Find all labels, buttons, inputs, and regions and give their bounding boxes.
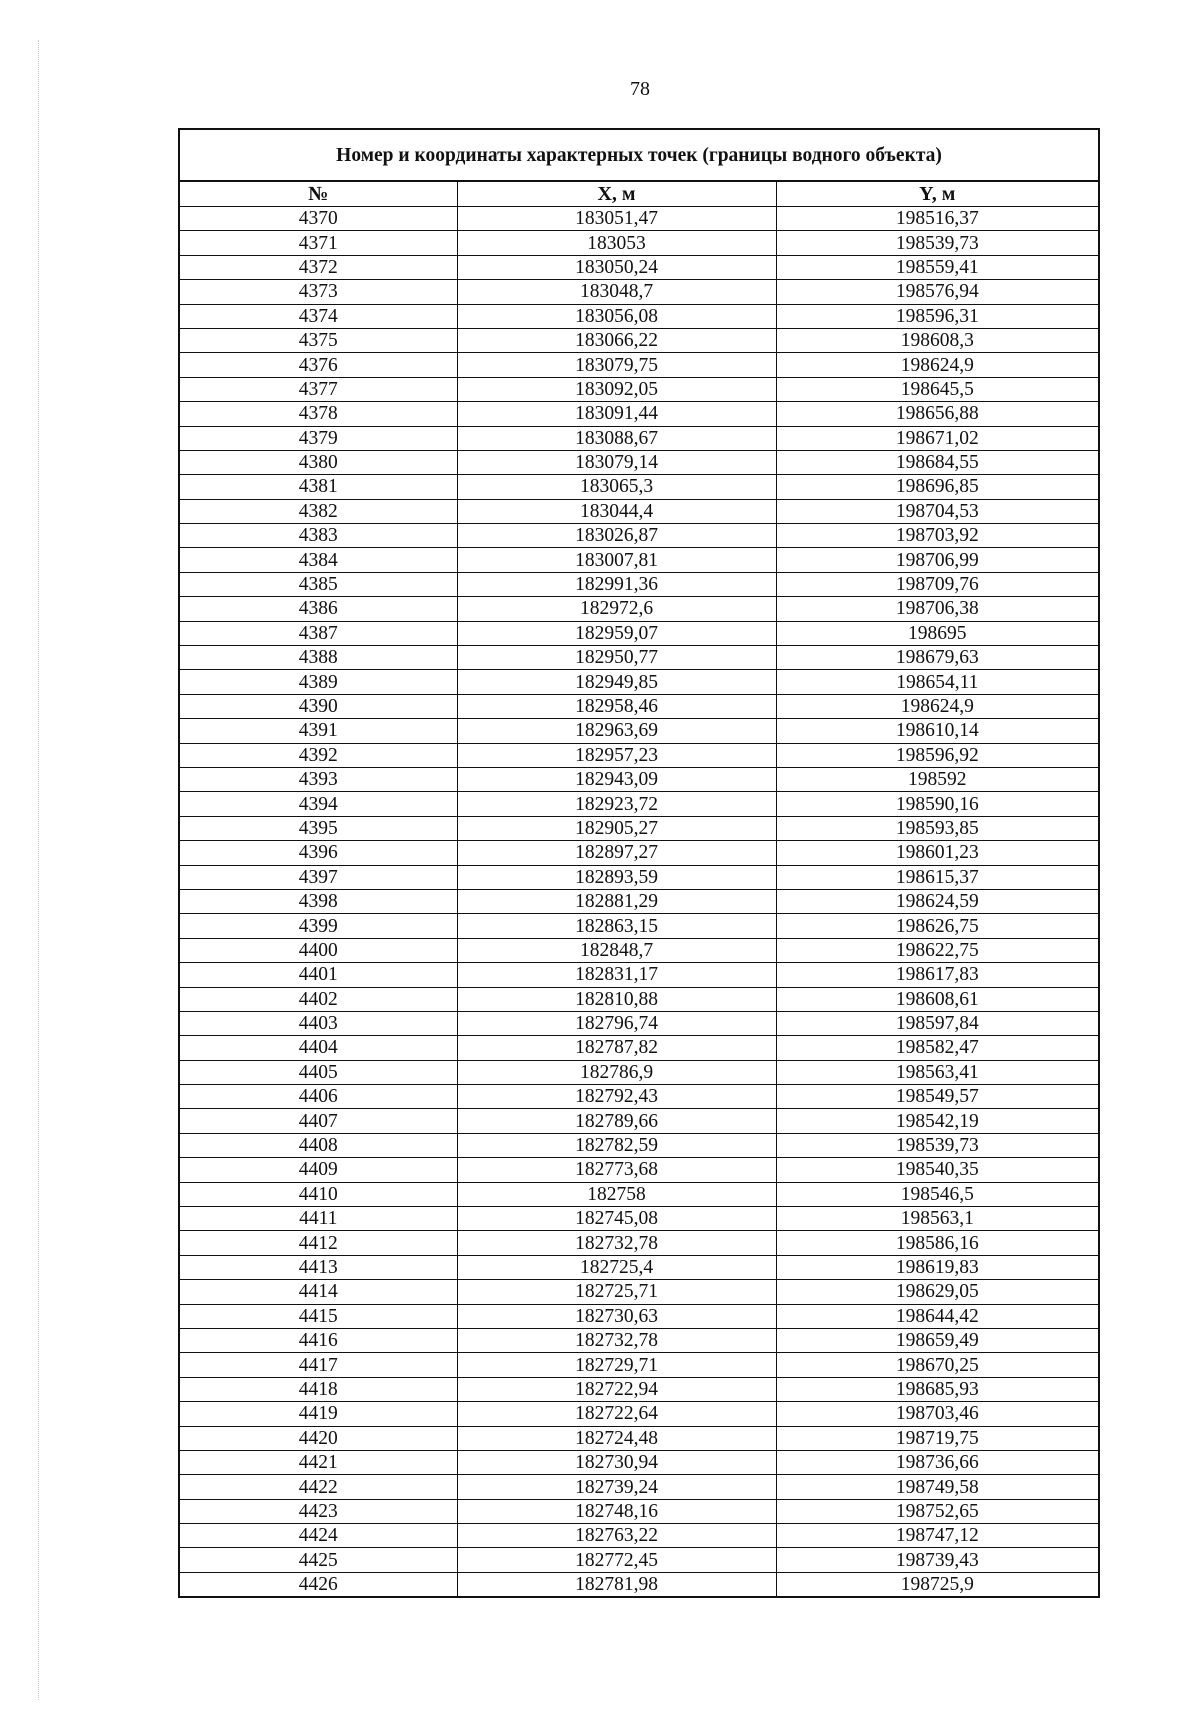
cell-x-coordinate: 182725,4	[457, 1255, 776, 1279]
cell-x-coordinate: 183079,75	[457, 353, 776, 377]
table-caption-row	[179, 129, 1099, 181]
cell-point-number: 4420	[179, 1426, 457, 1450]
cell-x-coordinate: 183053	[457, 231, 776, 255]
cell-y-coordinate: 198586,16	[776, 1231, 1099, 1255]
table-row	[179, 597, 1099, 621]
table-row	[179, 1255, 1099, 1279]
cell-y-coordinate: 198624,9	[776, 694, 1099, 718]
cell-x-coordinate: 183066,22	[457, 328, 776, 352]
cell-point-number: 4410	[179, 1182, 457, 1206]
cell-point-number: 4422	[179, 1475, 457, 1499]
cell-y-coordinate: 198695	[776, 621, 1099, 645]
cell-y-coordinate: 198629,05	[776, 1280, 1099, 1304]
cell-y-coordinate: 198559,41	[776, 255, 1099, 279]
cell-x-coordinate: 182792,43	[457, 1085, 776, 1109]
cell-point-number: 4397	[179, 865, 457, 889]
cell-y-coordinate: 198516,37	[776, 207, 1099, 231]
cell-point-number: 4395	[179, 816, 457, 840]
cell-point-number: 4393	[179, 767, 457, 791]
cell-y-coordinate: 198615,37	[776, 865, 1099, 889]
cell-point-number: 4407	[179, 1109, 457, 1133]
cell-y-coordinate: 198706,99	[776, 548, 1099, 572]
table-row	[179, 255, 1099, 279]
table-row	[179, 1304, 1099, 1328]
cell-y-coordinate: 198749,58	[776, 1475, 1099, 1499]
cell-x-coordinate: 182758	[457, 1182, 776, 1206]
cell-y-coordinate: 198596,92	[776, 743, 1099, 767]
cell-point-number: 4400	[179, 938, 457, 962]
cell-x-coordinate: 182897,27	[457, 841, 776, 865]
cell-y-coordinate: 198696,85	[776, 475, 1099, 499]
table-row	[179, 1182, 1099, 1206]
cell-y-coordinate: 198563,1	[776, 1207, 1099, 1231]
cell-y-coordinate: 198582,47	[776, 1036, 1099, 1060]
cell-x-coordinate: 182905,27	[457, 816, 776, 840]
cell-point-number: 4411	[179, 1207, 457, 1231]
table-row	[179, 1402, 1099, 1426]
column-header-y: Y, м	[776, 181, 1099, 207]
table-row	[179, 231, 1099, 255]
cell-point-number: 4389	[179, 670, 457, 694]
table-row	[179, 743, 1099, 767]
table-row	[179, 402, 1099, 426]
cell-point-number: 4417	[179, 1353, 457, 1377]
cell-x-coordinate: 182732,78	[457, 1231, 776, 1255]
cell-x-coordinate: 183007,81	[457, 548, 776, 572]
cell-point-number: 4375	[179, 328, 457, 352]
cell-x-coordinate: 182730,63	[457, 1304, 776, 1328]
cell-point-number: 4419	[179, 1402, 457, 1426]
cell-x-coordinate: 182863,15	[457, 914, 776, 938]
cell-x-coordinate: 182949,85	[457, 670, 776, 694]
cell-y-coordinate: 198546,5	[776, 1182, 1099, 1206]
cell-y-coordinate: 198619,83	[776, 1255, 1099, 1279]
cell-point-number: 4370	[179, 207, 457, 231]
table-row	[179, 499, 1099, 523]
cell-point-number: 4390	[179, 694, 457, 718]
cell-x-coordinate: 182848,7	[457, 938, 776, 962]
cell-x-coordinate: 182729,71	[457, 1353, 776, 1377]
cell-point-number: 4413	[179, 1255, 457, 1279]
cell-point-number: 4416	[179, 1328, 457, 1352]
table-row	[179, 524, 1099, 548]
cell-x-coordinate: 182725,71	[457, 1280, 776, 1304]
table-row	[179, 767, 1099, 791]
table-row	[179, 1426, 1099, 1450]
cell-y-coordinate: 198709,76	[776, 572, 1099, 596]
cell-y-coordinate: 198719,75	[776, 1426, 1099, 1450]
table-row	[179, 328, 1099, 352]
cell-point-number: 4401	[179, 963, 457, 987]
cell-y-coordinate: 198703,92	[776, 524, 1099, 548]
cell-point-number: 4412	[179, 1231, 457, 1255]
cell-point-number: 4394	[179, 792, 457, 816]
cell-x-coordinate: 182923,72	[457, 792, 776, 816]
cell-y-coordinate: 198739,43	[776, 1548, 1099, 1572]
cell-x-coordinate: 183056,08	[457, 304, 776, 328]
table-row	[179, 1524, 1099, 1548]
table-row	[179, 1572, 1099, 1597]
cell-point-number: 4373	[179, 280, 457, 304]
cell-point-number: 4374	[179, 304, 457, 328]
cell-y-coordinate: 198608,3	[776, 328, 1099, 352]
cell-point-number: 4384	[179, 548, 457, 572]
table-row	[179, 694, 1099, 718]
cell-y-coordinate: 198596,31	[776, 304, 1099, 328]
table-row	[179, 670, 1099, 694]
cell-y-coordinate: 198654,11	[776, 670, 1099, 694]
cell-y-coordinate: 198597,84	[776, 1011, 1099, 1035]
cell-y-coordinate: 198670,25	[776, 1353, 1099, 1377]
table-row	[179, 621, 1099, 645]
cell-x-coordinate: 183051,47	[457, 207, 776, 231]
cell-y-coordinate: 198704,53	[776, 499, 1099, 523]
cell-y-coordinate: 198645,5	[776, 377, 1099, 401]
table-row	[179, 987, 1099, 1011]
table-row	[179, 1548, 1099, 1572]
cell-x-coordinate: 183026,87	[457, 524, 776, 548]
cell-x-coordinate: 182772,45	[457, 1548, 776, 1572]
table-row	[179, 280, 1099, 304]
cell-point-number: 4406	[179, 1085, 457, 1109]
table-row	[179, 816, 1099, 840]
cell-point-number: 4380	[179, 450, 457, 474]
table-row	[179, 1109, 1099, 1133]
column-header-x: X, м	[457, 181, 776, 207]
cell-x-coordinate: 182722,64	[457, 1402, 776, 1426]
cell-y-coordinate: 198679,63	[776, 646, 1099, 670]
table-row	[179, 914, 1099, 938]
column-header-number: №	[179, 181, 457, 207]
table-row	[179, 963, 1099, 987]
table-row	[179, 1011, 1099, 1035]
cell-y-coordinate: 198539,73	[776, 231, 1099, 255]
cell-x-coordinate: 183088,67	[457, 426, 776, 450]
cell-x-coordinate: 183048,7	[457, 280, 776, 304]
cell-point-number: 4425	[179, 1548, 457, 1572]
table-row	[179, 1475, 1099, 1499]
cell-x-coordinate: 182722,94	[457, 1377, 776, 1401]
cell-point-number: 4418	[179, 1377, 457, 1401]
table-body	[179, 207, 1099, 1598]
cell-point-number: 4415	[179, 1304, 457, 1328]
cell-point-number: 4408	[179, 1133, 457, 1157]
cell-y-coordinate: 198540,35	[776, 1158, 1099, 1182]
table-row	[179, 841, 1099, 865]
cell-point-number: 4423	[179, 1499, 457, 1523]
cell-point-number: 4424	[179, 1524, 457, 1548]
table-row	[179, 1085, 1099, 1109]
cell-x-coordinate: 182787,82	[457, 1036, 776, 1060]
cell-point-number: 4386	[179, 597, 457, 621]
table-row	[179, 377, 1099, 401]
table-header-row	[179, 181, 1099, 207]
page-number: 78	[630, 78, 650, 100]
table-row	[179, 1158, 1099, 1182]
cell-point-number: 4402	[179, 987, 457, 1011]
cell-x-coordinate: 182943,09	[457, 767, 776, 791]
cell-point-number: 4391	[179, 719, 457, 743]
cell-y-coordinate: 198593,85	[776, 816, 1099, 840]
cell-point-number: 4403	[179, 1011, 457, 1035]
cell-y-coordinate: 198539,73	[776, 1133, 1099, 1157]
cell-point-number: 4414	[179, 1280, 457, 1304]
cell-x-coordinate: 182739,24	[457, 1475, 776, 1499]
cell-y-coordinate: 198590,16	[776, 792, 1099, 816]
cell-x-coordinate: 182893,59	[457, 865, 776, 889]
table-row	[179, 1231, 1099, 1255]
cell-y-coordinate: 198656,88	[776, 402, 1099, 426]
cell-y-coordinate: 198563,41	[776, 1060, 1099, 1084]
cell-x-coordinate: 182958,46	[457, 694, 776, 718]
cell-point-number: 4396	[179, 841, 457, 865]
cell-x-coordinate: 182732,78	[457, 1328, 776, 1352]
table-row	[179, 450, 1099, 474]
cell-point-number: 4404	[179, 1036, 457, 1060]
cell-point-number: 4381	[179, 475, 457, 499]
table-row	[179, 475, 1099, 499]
table-row	[179, 1450, 1099, 1474]
cell-x-coordinate: 182963,69	[457, 719, 776, 743]
cell-point-number: 4392	[179, 743, 457, 767]
cell-point-number: 4376	[179, 353, 457, 377]
table-row	[179, 1133, 1099, 1157]
cell-point-number: 4405	[179, 1060, 457, 1084]
table-row	[179, 426, 1099, 450]
cell-y-coordinate: 198617,83	[776, 963, 1099, 987]
table-row	[179, 646, 1099, 670]
table-row	[179, 1060, 1099, 1084]
cell-point-number: 4426	[179, 1572, 457, 1597]
cell-x-coordinate: 182763,22	[457, 1524, 776, 1548]
cell-x-coordinate: 182831,17	[457, 963, 776, 987]
table-row	[179, 1328, 1099, 1352]
cell-y-coordinate: 198592	[776, 767, 1099, 791]
cell-x-coordinate: 182950,77	[457, 646, 776, 670]
cell-point-number: 4379	[179, 426, 457, 450]
cell-point-number: 4398	[179, 889, 457, 913]
table-row	[179, 353, 1099, 377]
scan-edge-mark	[38, 40, 39, 1700]
cell-x-coordinate: 183092,05	[457, 377, 776, 401]
coordinates-table	[178, 128, 1100, 1598]
cell-y-coordinate: 198624,59	[776, 889, 1099, 913]
cell-point-number: 4421	[179, 1450, 457, 1474]
cell-y-coordinate: 198549,57	[776, 1085, 1099, 1109]
cell-x-coordinate: 182745,08	[457, 1207, 776, 1231]
cell-x-coordinate: 182786,9	[457, 1060, 776, 1084]
table-row	[179, 938, 1099, 962]
cell-y-coordinate: 198622,75	[776, 938, 1099, 962]
table-row	[179, 207, 1099, 231]
table-row	[179, 865, 1099, 889]
cell-x-coordinate: 182730,94	[457, 1450, 776, 1474]
cell-x-coordinate: 183044,4	[457, 499, 776, 523]
cell-point-number: 4383	[179, 524, 457, 548]
table-row	[179, 889, 1099, 913]
cell-x-coordinate: 183065,3	[457, 475, 776, 499]
cell-y-coordinate: 198626,75	[776, 914, 1099, 938]
cell-x-coordinate: 182748,16	[457, 1499, 776, 1523]
table-caption: Номер и координаты характерных точек (границы водного объекта)	[179, 129, 1099, 181]
cell-y-coordinate: 198576,94	[776, 280, 1099, 304]
cell-point-number: 4388	[179, 646, 457, 670]
cell-y-coordinate: 198684,55	[776, 450, 1099, 474]
cell-y-coordinate: 198706,38	[776, 597, 1099, 621]
cell-x-coordinate: 183079,14	[457, 450, 776, 474]
cell-y-coordinate: 198542,19	[776, 1109, 1099, 1133]
table-row	[179, 1207, 1099, 1231]
cell-x-coordinate: 183050,24	[457, 255, 776, 279]
cell-x-coordinate: 182810,88	[457, 987, 776, 1011]
cell-point-number: 4382	[179, 499, 457, 523]
cell-y-coordinate: 198752,65	[776, 1499, 1099, 1523]
cell-point-number: 4372	[179, 255, 457, 279]
cell-y-coordinate: 198624,9	[776, 353, 1099, 377]
table-row	[179, 548, 1099, 572]
cell-point-number: 4371	[179, 231, 457, 255]
cell-point-number: 4387	[179, 621, 457, 645]
cell-x-coordinate: 182724,48	[457, 1426, 776, 1450]
table-row	[179, 1377, 1099, 1401]
cell-y-coordinate: 198608,61	[776, 987, 1099, 1011]
cell-x-coordinate: 182781,98	[457, 1572, 776, 1597]
cell-point-number: 4378	[179, 402, 457, 426]
table-row	[179, 1499, 1099, 1523]
cell-y-coordinate: 198736,66	[776, 1450, 1099, 1474]
table-row	[179, 1280, 1099, 1304]
cell-x-coordinate: 182991,36	[457, 572, 776, 596]
cell-y-coordinate: 198703,46	[776, 1402, 1099, 1426]
cell-point-number: 4385	[179, 572, 457, 596]
cell-x-coordinate: 183091,44	[457, 402, 776, 426]
table-row	[179, 719, 1099, 743]
cell-x-coordinate: 182957,23	[457, 743, 776, 767]
cell-y-coordinate: 198685,93	[776, 1377, 1099, 1401]
cell-y-coordinate: 198659,49	[776, 1328, 1099, 1352]
cell-x-coordinate: 182782,59	[457, 1133, 776, 1157]
table-row	[179, 304, 1099, 328]
cell-y-coordinate: 198671,02	[776, 426, 1099, 450]
cell-y-coordinate: 198601,23	[776, 841, 1099, 865]
cell-y-coordinate: 198610,14	[776, 719, 1099, 743]
cell-y-coordinate: 198644,42	[776, 1304, 1099, 1328]
cell-x-coordinate: 182796,74	[457, 1011, 776, 1035]
cell-x-coordinate: 182773,68	[457, 1158, 776, 1182]
table-row	[179, 792, 1099, 816]
table-row	[179, 1036, 1099, 1060]
cell-x-coordinate: 182959,07	[457, 621, 776, 645]
cell-x-coordinate: 182881,29	[457, 889, 776, 913]
table-row	[179, 1353, 1099, 1377]
table-row	[179, 572, 1099, 596]
cell-x-coordinate: 182789,66	[457, 1109, 776, 1133]
cell-y-coordinate: 198725,9	[776, 1572, 1099, 1597]
cell-point-number: 4399	[179, 914, 457, 938]
cell-point-number: 4409	[179, 1158, 457, 1182]
cell-y-coordinate: 198747,12	[776, 1524, 1099, 1548]
cell-point-number: 4377	[179, 377, 457, 401]
cell-x-coordinate: 182972,6	[457, 597, 776, 621]
